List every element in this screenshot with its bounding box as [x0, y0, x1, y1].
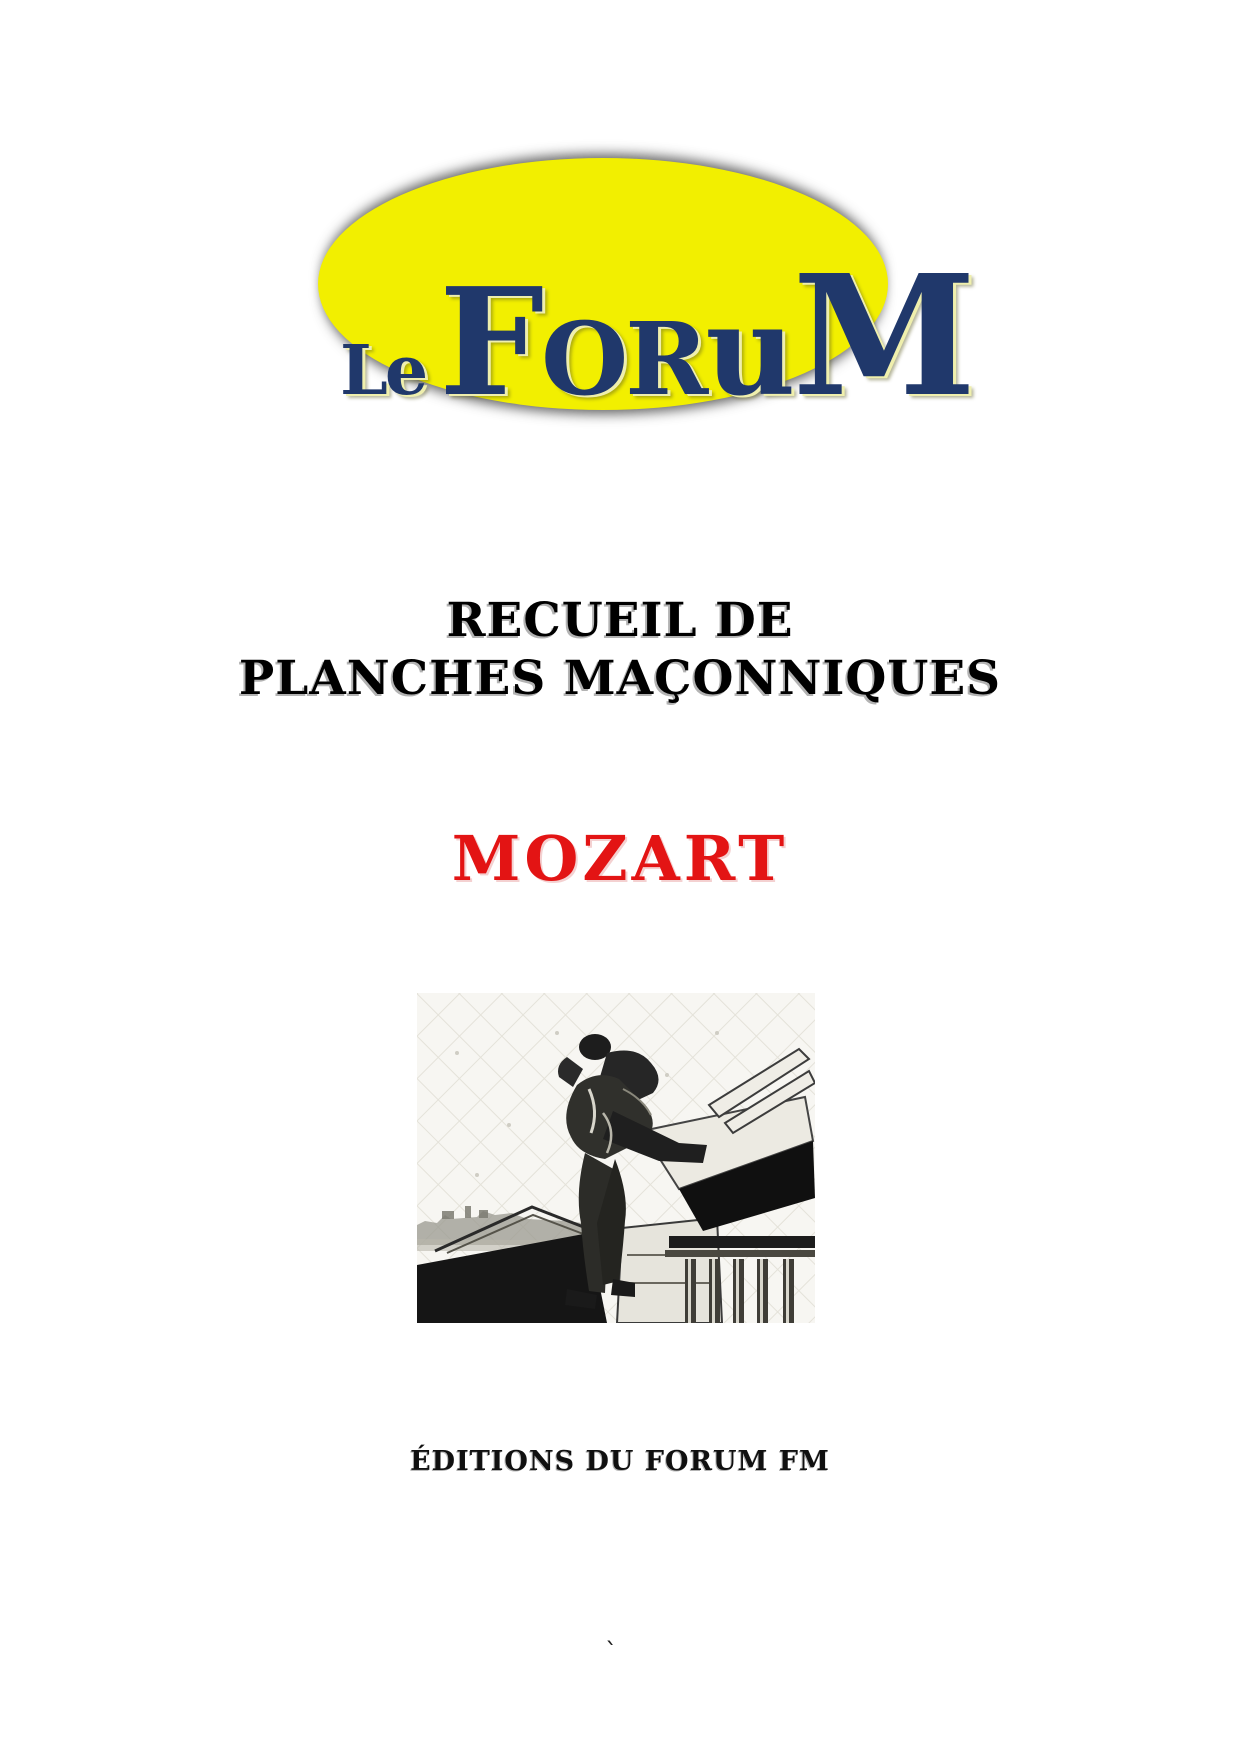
le-forum-logo — [318, 158, 974, 434]
publisher-line: ÉDITIONS DU FORUM FM — [410, 1446, 830, 1477]
engraving-svg — [417, 993, 815, 1323]
collection-title — [0, 592, 1240, 708]
stray-backtick-mark: ` — [604, 1638, 619, 1666]
logo-letter-f: F — [439, 255, 542, 429]
subject-title: MOZART — [451, 822, 789, 895]
logo-prefix: Le — [340, 331, 426, 411]
logo-letter-r: R — [625, 300, 706, 418]
logo-wordmark — [340, 239, 974, 434]
logo-letter-m: M — [792, 239, 974, 434]
title-line2: PLANCHES MAÇONNIQUES — [238, 651, 1002, 706]
title-line1: RECUEIL DE — [446, 593, 794, 648]
logo-letter-o: O — [541, 300, 626, 418]
logo-letter-u: u — [705, 279, 793, 424]
masonic-engraving-illustration — [417, 993, 815, 1323]
